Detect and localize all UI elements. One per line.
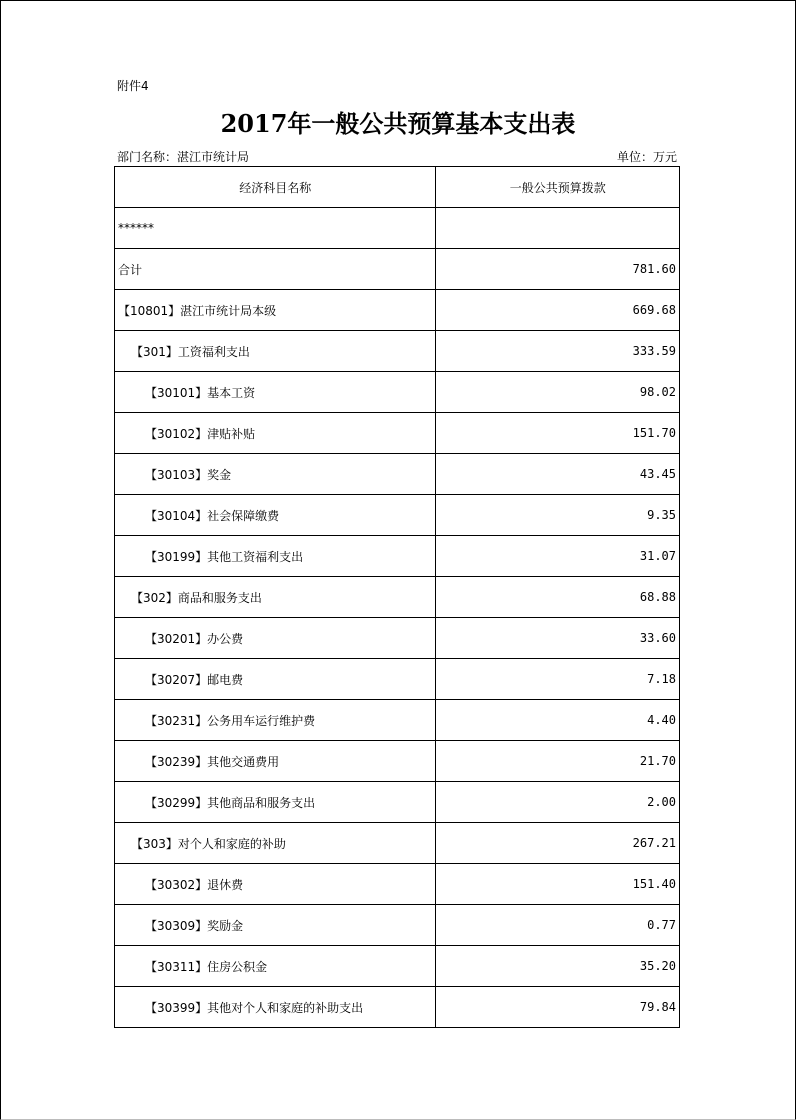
- budget-table: [114, 166, 680, 1028]
- row-amount-cell: 4.40: [436, 700, 680, 741]
- table-row: [115, 208, 680, 249]
- row-amount-cell: 21.70: [436, 741, 680, 782]
- table-row: [115, 536, 680, 577]
- row-name-cell: ******: [115, 208, 436, 249]
- row-name-cell: 【10801】湛江市统计局本级: [115, 290, 436, 331]
- table-row: [115, 454, 680, 495]
- table-row: [115, 331, 680, 372]
- row-amount-cell: 781.60: [436, 249, 680, 290]
- row-amount-cell: 31.07: [436, 536, 680, 577]
- row-amount-cell: 35.20: [436, 946, 680, 987]
- row-amount-cell: [436, 208, 680, 249]
- row-amount-cell: 43.45: [436, 454, 680, 495]
- table-row: [115, 659, 680, 700]
- table-row: [115, 987, 680, 1028]
- department-name: 部门名称：湛江市统计局: [117, 150, 250, 164]
- row-name-cell: 【30299】其他商品和服务支出: [115, 782, 436, 823]
- row-name-cell: 【30311】住房公积金: [115, 946, 436, 987]
- table-row: [115, 372, 680, 413]
- table-row: [115, 741, 680, 782]
- table-row: [115, 249, 680, 290]
- table-header-row: [115, 167, 680, 208]
- row-amount-cell: 68.88: [436, 577, 680, 618]
- row-amount-cell: 98.02: [436, 372, 680, 413]
- row-name-cell: 【30399】其他对个人和家庭的补助支出: [115, 987, 436, 1028]
- table-row: [115, 413, 680, 454]
- row-name-cell: 【30309】奖励金: [115, 905, 436, 946]
- row-name-cell: 【30239】其他交通费用: [115, 741, 436, 782]
- row-amount-cell: 0.77: [436, 905, 680, 946]
- table-row: [115, 782, 680, 823]
- row-name-cell: 【30207】邮电费: [115, 659, 436, 700]
- table-row: [115, 618, 680, 659]
- row-amount-cell: 151.40: [436, 864, 680, 905]
- row-name-cell: 【30199】其他工资福利支出: [115, 536, 436, 577]
- table-row: [115, 823, 680, 864]
- row-amount-cell: 669.68: [436, 290, 680, 331]
- column-header-name: 经济科目名称: [115, 167, 436, 208]
- row-name-cell: 【30231】公务用车运行维护费: [115, 700, 436, 741]
- table-row: [115, 577, 680, 618]
- attachment-label: 附件4: [117, 79, 149, 93]
- row-amount-cell: 7.18: [436, 659, 680, 700]
- row-name-cell: 【301】工资福利支出: [115, 331, 436, 372]
- row-name-cell: 【30104】社会保障缴费: [115, 495, 436, 536]
- row-amount-cell: 33.60: [436, 618, 680, 659]
- row-amount-cell: 79.84: [436, 987, 680, 1028]
- row-amount-cell: 267.21: [436, 823, 680, 864]
- row-name-cell: 【30201】办公费: [115, 618, 436, 659]
- row-name-cell: 【30102】津贴补贴: [115, 413, 436, 454]
- row-name-cell: 【30103】奖金: [115, 454, 436, 495]
- row-amount-cell: 9.35: [436, 495, 680, 536]
- row-name-cell: 【30101】基本工资: [115, 372, 436, 413]
- row-name-cell: 【302】商品和服务支出: [115, 577, 436, 618]
- row-name-cell: 【303】对个人和家庭的补助: [115, 823, 436, 864]
- table-row: [115, 946, 680, 987]
- table-row: [115, 905, 680, 946]
- page-title: 2017年一般公共预算基本支出表: [220, 109, 576, 138]
- table-row: [115, 290, 680, 331]
- table-body: [115, 208, 680, 1028]
- table-row: [115, 864, 680, 905]
- row-name-cell: 【30302】退休费: [115, 864, 436, 905]
- row-amount-cell: 151.70: [436, 413, 680, 454]
- unit-label: 单位：万元: [616, 150, 677, 164]
- table-row: [115, 495, 680, 536]
- row-amount-cell: 2.00: [436, 782, 680, 823]
- table-row: [115, 700, 680, 741]
- row-amount-cell: 333.59: [436, 331, 680, 372]
- column-header-amount: 一般公共预算拨款: [436, 167, 680, 208]
- row-name-cell: 合计: [115, 249, 436, 290]
